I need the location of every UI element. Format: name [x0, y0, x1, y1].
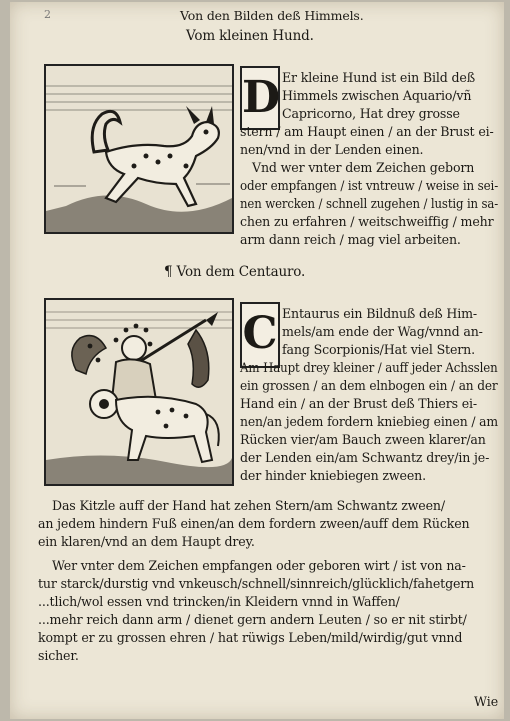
- woodcut-centaur: [44, 298, 234, 486]
- paragraph-line: Wer vnter dem Zeichen empfangen oder geboren wirt / ist von na-: [52, 558, 466, 573]
- paragraph-line: ...mehr reich dann arm / dienet gern andern Leuten / so er nit stirbt/: [38, 612, 467, 627]
- paragraph-line: sicher.: [38, 648, 79, 663]
- dog-illustration: [46, 66, 232, 232]
- text-line: Rücken vier/am Bauch zween klarer/an: [240, 432, 486, 447]
- paragraph-line: kompt er zu grossen ehren / hat rüwigs Leben/mild/wirdig/gut vnnd: [38, 630, 463, 645]
- woodcut-little-dog: [44, 64, 234, 234]
- paragraph-line: Das Kitzle auff der Hand hat zehen Stern/am Schwantz zween/: [52, 498, 445, 513]
- text-line: Vnd wer vnter dem Zeichen geborn: [252, 160, 475, 175]
- text-line: chen zu erfahren / weitschweiffig / mehr: [240, 214, 494, 229]
- drop-cap-c: C: [240, 302, 280, 368]
- section-title: Vom kleinen Hund.: [186, 28, 314, 44]
- drop-cap-d: D: [240, 66, 280, 130]
- text-line: mels/am ende der Wag/vnnd an-: [282, 324, 483, 339]
- paragraph-line: ein klaren/vnd an dem Haupt drey.: [38, 534, 255, 549]
- text-line: Himmels zwischen Aquario/vñ: [282, 88, 472, 103]
- text-line: der Lenden ein/am Schwantz drey/in je-: [240, 450, 490, 465]
- centaur-illustration: [46, 300, 232, 484]
- text-line: nen/an jedem fordern kniebieg einen / am: [240, 414, 499, 429]
- text-line: Hand ein / an der Brust deß Thiers ei-: [240, 396, 478, 411]
- book-page: [10, 2, 504, 719]
- text-line: oder empfangen / ist vntreuw / weise in sei-: [240, 178, 499, 193]
- text-line: nen/vnd in der Lenden einen.: [240, 142, 424, 157]
- catchword: Wie: [474, 694, 499, 709]
- page-number: 2: [44, 8, 51, 21]
- text-line: der hinder kniebiegen zween.: [240, 468, 426, 483]
- text-line: fang Scorpionis/Hat viel Stern.: [282, 342, 475, 357]
- text-line: Am Haupt drey kleiner / auff jeder Achsslen: [240, 360, 498, 375]
- paragraph-line: an jedem hindern Fuß einen/an dem fordern zween/auff dem Rücken: [38, 516, 470, 531]
- text-line: stern / am Haupt einen / an der Brust ei-: [240, 124, 494, 139]
- text-line: arm dann reich / mag viel arbeiten.: [240, 232, 461, 247]
- running-title: Von den Bilden deß Himmels.: [180, 8, 364, 23]
- text-line: Entaurus ein Bildnuß deß Him-: [282, 306, 477, 321]
- text-line: nen wercken / schnell zugehen / lustig in sa-: [240, 196, 499, 211]
- text-line: Er kleine Hund ist ein Bild deß: [282, 70, 475, 85]
- text-line: Capricorno, Hat drey grosse: [282, 106, 460, 121]
- paragraph-line: tur starck/durstig vnd vnkeusch/schnell/sinnreich/glücklich/fahetgern: [38, 576, 475, 591]
- section-heading-centaur: ¶ Von dem Centauro.: [164, 264, 306, 280]
- text-line: ein grossen / an dem elnbogen ein / an der: [240, 378, 498, 393]
- paragraph-line: ...tlich/wol essen vnd trincken/in Kleidern vnnd in Waffen/: [38, 594, 400, 609]
